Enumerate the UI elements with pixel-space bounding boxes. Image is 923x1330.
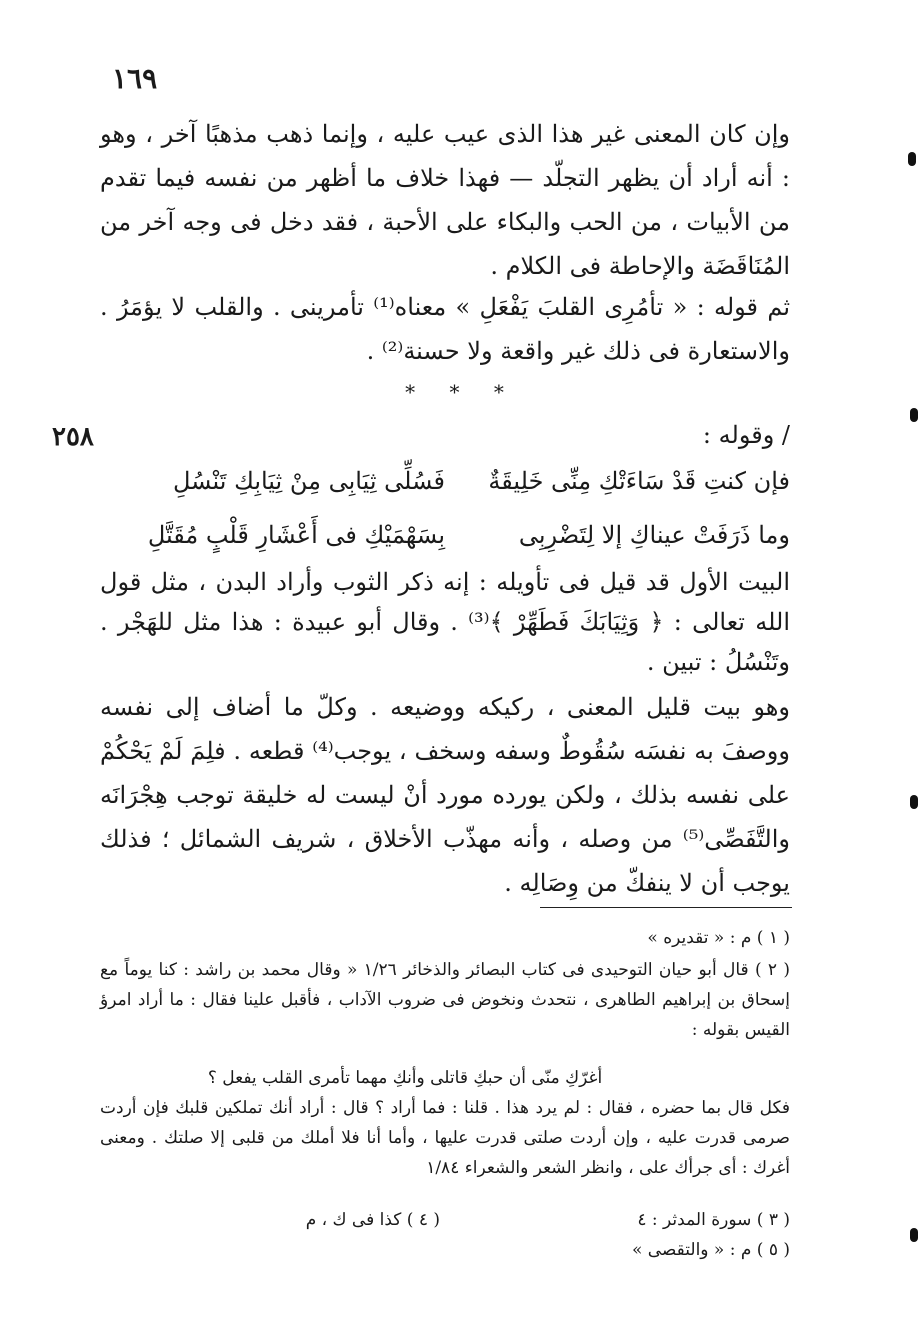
page-number: ١٦٩: [112, 62, 158, 95]
footnote-5: ( ٥ ) م : « والتقصى »: [631, 1240, 790, 1260]
verse-line-2: [100, 512, 790, 558]
footnote-2-continued: فكل قال بما حضره ، فقال : لم يرد هذا . قلنا : فما أراد ؟ قال : أراد أنك تملكين قلبك فإن أردت صرمى قدرت عليه ، وإن أردت صلتى قدرت عليها ، وأما أنا فلا أملك من قلبى إلا صلتك . ومعنى أغرك : أى جرأك على ، وانظر الشعر والشعراء ١/٨٤: [100, 1098, 790, 1178]
verse-2-hemistich-1: وما ذَرَفَتْ عيناكِ إلا لِتَضْرِبِى: [518, 521, 790, 549]
paragraph-2: ثم قوله : « تأمُرِى القلبَ يَفْعَلِ » معناه⁽¹⁾ تأمرينى . والقلب لا يؤمَرُ . والاستعارة فى ذلك غير واقعة ولا حسنة⁽²⁾ .: [100, 293, 790, 365]
verse-intro: / وقوله :: [702, 421, 790, 449]
margin-mark: [910, 408, 918, 422]
margin-page-reference: ٢٥٨: [52, 422, 94, 452]
paragraph-3: البيت الأول قد قيل فى تأويله : إنه ذكر الثوب وأراد البدن ، مثل قول الله تعالى : ﴿ وَثِيَابَكَ فَطَهِّرْ ﴾⁽³⁾ . وقال أبو عبيدة : هذا مثل للهَجْر . وتَنْسُلُ : تبين .: [100, 568, 790, 676]
margin-mark: [910, 795, 918, 809]
paragraph-1: وإن كان المعنى غير هذا الذى عيب عليه ، وإنما ذهب مذهبًا آخر ، وهو : أنه أراد أن يظهر التجلّد — فهذا خلاف ما أظهر من نفسه فيما تقدم من الأبيات ، من الحب والبكاء على الأحبة ، فقد دخل فى وجه آخر من المُنَاقَضَة والإحاطة فى الكلام .: [100, 120, 790, 280]
footnote-2-verse: أغرّكِ منّى أن حبكِ قاتلى وأنكِ مهما تأمرى القلب يفعل ؟: [207, 1068, 603, 1088]
verse-1-hemistich-2: فَسُلِّى ثِيَابِى مِنْ ثِيَابِكِ تَنْسُلِ: [172, 467, 445, 495]
footnote-2: ( ٢ ) قال أبو حيان التوحيدى فى كتاب البصائر والذخائر ١/٢٦ « وقال محمد بن راشد : كنا يوماً مع إسحاق بن إبراهيم الطاهرى ، نتحدث ونخوض فى ضروب الآداب ، فأقبل علينا فقال : ما أراد امرؤ القيس بقوله :: [100, 960, 790, 1040]
margin-mark: [910, 1228, 918, 1242]
margin-mark: [908, 152, 916, 166]
paragraph-4: وهو بيت قليل المعنى ، ركيكه ووضيعه . وكلّ ما أضاف إلى نفسه ووصفَ به نفسَه سُقُوطٌ وسفه وسخف ، يوجب⁽⁴⁾ قطعه . فلِمَ لَمْ يَحْكُمْ على نفسه بذلك ، ولكن يورده مورد أنْ ليست له خليقة توجب هِجْرَانَه والتَّفَصِّى⁽⁵⁾ من وصله ، وأنه مهذّب الأخلاق ، شريف الشمائل ؛ فذلك يوجب أن لا ينفكّ من وِصَالِه .: [100, 693, 790, 897]
footnote-1: ( ١ ) م : « تقديره »: [647, 928, 790, 948]
verse-line-1: [100, 458, 790, 504]
footnote-3: ( ٣ ) سورة المدثر : ٤: [637, 1210, 790, 1230]
footnote-4: ( ٤ ) كذا فى ك ، م: [305, 1210, 440, 1230]
footnote-rule: [540, 907, 792, 908]
verse-2-hemistich-2: بِسَهْمَيْكِ فى أَعْشَارِ قَلْبٍ مُقَتَّلِ: [147, 521, 445, 549]
verse-1-hemistich-1: فإن كنتِ قَدْ سَاءَتْكِ مِنِّى خَلِيقَةٌ: [488, 467, 790, 495]
section-separator: * * *: [405, 380, 518, 404]
